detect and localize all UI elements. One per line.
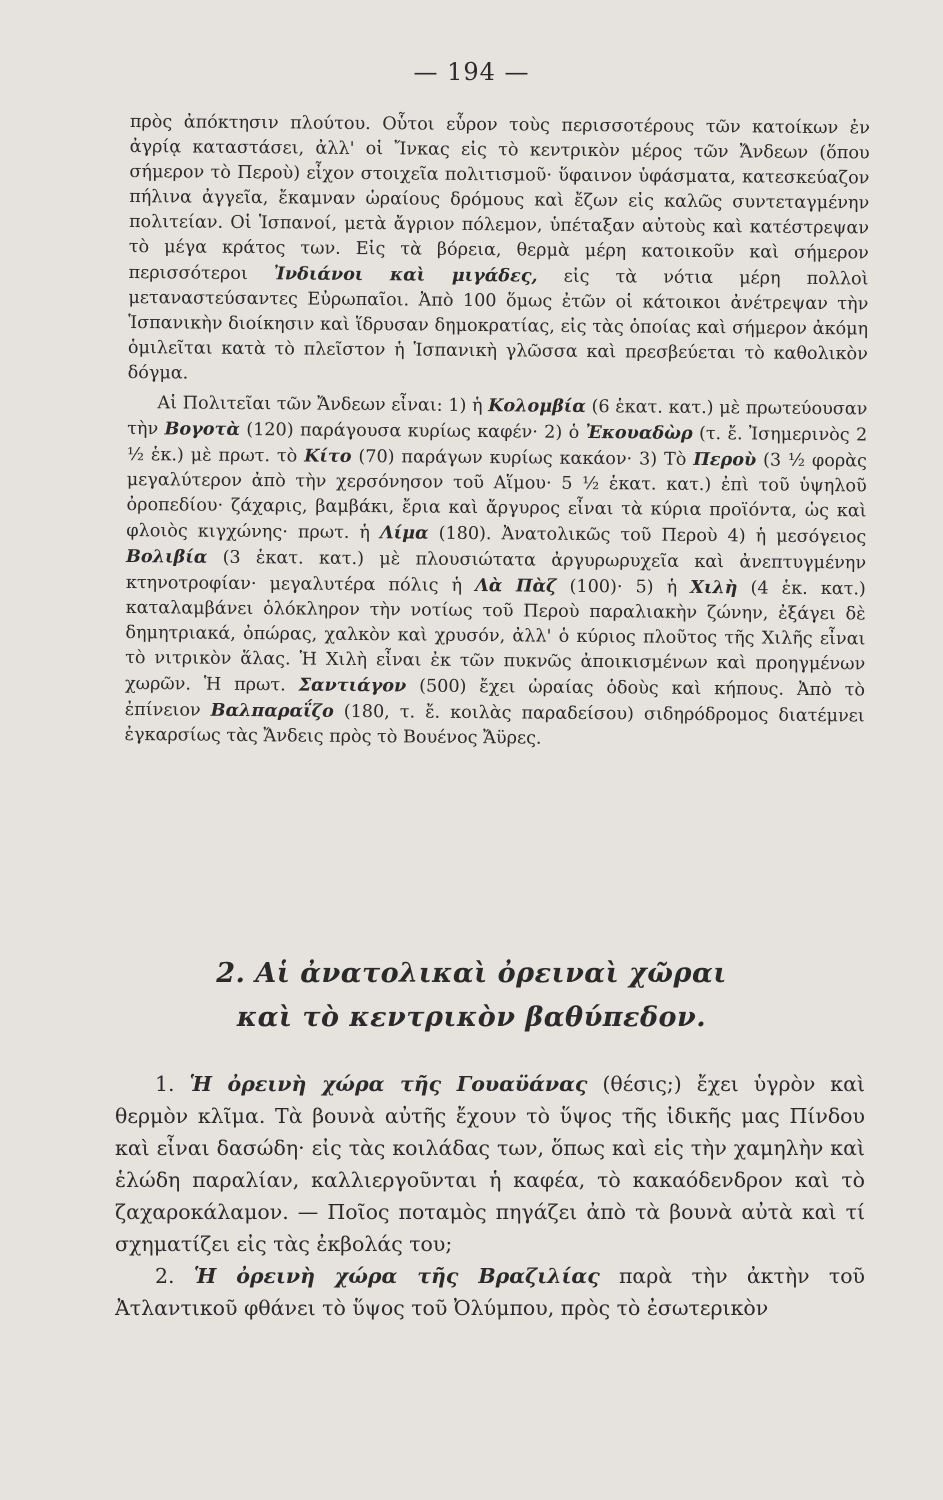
emphasis-term: Λὰ Πὰζ	[475, 575, 557, 597]
text-run: (180). Ἀνατολικῶς τοῦ Περοὺ 4) ἡ μεσόγειος	[428, 523, 867, 548]
emphasis-term: Λίμα	[379, 522, 429, 544]
emphasis-term: Περοὺ	[693, 448, 757, 471]
text-run: (180, τ. ἔ. κοιλὰς παραδείσου) σιδηρόδρομος διατέμνει ἐγκαρσίως τὰς Ἄνδεις πρὸς τὸ Βουένος Ἄϋρες.	[124, 701, 865, 749]
emphasis-term: Ἡ ὀρεινὴ χώρα τῆς Γουαϋάνας	[189, 1072, 588, 1096]
text-run: (6 ἑκατ. κατ.) μὲ πρωτεύουσαν τὴν	[127, 396, 868, 440]
paragraph-incas-history	[128, 110, 870, 392]
section-andes-text	[124, 110, 870, 754]
item-brazil	[115, 1260, 865, 1324]
heading-line-1: 2. Αἱ ἀνατολικαὶ ὀρειναὶ χῶραι	[216, 958, 727, 989]
text-run: (3 ½ φορὰς μεγαλύτερον ἀπὸ τὴν χερσόνησον τοῦ Αἵμου· 5 ½ ἑκατ. κατ.) ἐπὶ τοῦ ὑψηλοῦ ὀροπεδίου· ζάχαρις, βαμβάκι, ἔρια καὶ ἄργυρος εἶναι τὰ κύρια προϊόντα, ὡς καὶ φλοιὸς κιγχώνης· πρωτ. ἡ	[126, 450, 868, 544]
emphasis-term: Βογοτὰ	[164, 418, 241, 440]
emphasis-term: Σαντιάγον	[298, 674, 407, 697]
text-run: (θέσις;) ἔχει ὑγρὸν καὶ θερμὸν κλῖμα. Τὰ βουνὰ αὐτῆς ἔχουν τὸ ὕψος τῆς ἰδικῆς μας Πίνδου καὶ εἶναι δασώδη· εἰς τὰς κοιλάδας των, ὅπως καὶ εἰς τὴν χαμηλὴν καὶ ἑλώδη παραλίαν, καλλιεργοῦνται ἡ καφέα, τὸ κακαόδενδρον καὶ τὸ ζαχαροκάλαμον. — Ποῖος ποταμὸς πηγάζει ἀπὸ τὰ βουνὰ αὐτὰ καὶ τί σχηματίζει εἰς τὰς ἐκβολάς του;	[115, 1072, 865, 1256]
heading-line-2: καὶ τὸ κεντρικὸν βαθύπεδον.	[236, 1002, 707, 1033]
text-run: (4 ἑκ. κατ.) καταλαμβάνει ὁλόκληρον τὴν νοτίως τοῦ Περοὺ παραλιακὴν ζώνην, ἐξάγει δὲ δημητριακά, ὀπώρας, χαλκὸν καὶ χρυσόν, ἀλλ' ὁ κύριος πλοῦτος τῆς Χιλῆς εἶναι τὸ νιτρικὸν ἅλας. Ἡ Χιλὴ εἶναι ἐκ τῶν πυκνῶς ἀποικισμένων καὶ προηγμένων χωρῶν. Ἡ πρωτ.	[124, 578, 866, 696]
section-eastern-text	[115, 1068, 865, 1324]
item-number: 2.	[155, 1264, 194, 1288]
page-number: — 194 —	[413, 58, 530, 86]
text-run: (500) ἔχει ὡραίας ὁδοὺς καὶ κήπους. Ἀπὸ τὸ ἐπίνειον	[124, 676, 866, 721]
text-run: (τ. ἔ. Ἰσημερινὸς 2 ½ ἑκ.) μὲ πρωτ. τὸ	[126, 423, 868, 467]
emphasis-term: Ἰνδιάνοι καὶ μιγάδες,	[273, 263, 538, 287]
item-guiana	[115, 1068, 865, 1260]
text-run: (100)· 5) ἡ	[556, 576, 691, 598]
emphasis-term: Ἐκουαδὼρ	[585, 421, 693, 444]
emphasis-term: Βαλπαραΐζο	[210, 699, 334, 722]
text-run: παρὰ τὴν ἀκτὴν τοῦ Ἀτλαντικοῦ φθάνει τὸ ὕψος τοῦ Ὀλύμπου, πρὸς τὸ ἐσωτερικὸν	[115, 1264, 865, 1320]
emphasis-term: Κίτο	[304, 445, 352, 467]
section-heading	[0, 952, 943, 1040]
emphasis-term: Κολομβία	[488, 395, 586, 417]
text-run: Αἱ Πολιτεῖαι τῶν Ἄνδεων εἶναι: 1) ἡ	[157, 393, 489, 417]
text-run: πρὸς ἀπόκτησιν πλούτου. Οὗτοι εὗρον τοὺς περισσοτέρους τῶν κατοίκων ἐν ἀγρίᾳ καταστάσει, ἀλλ' οἱ Ἴνκας εἰς τὸ κεντρικὸν μέρος τῶν Ἄνδεων (ὅπου σήμερον τὸ Περοὺ) εἶχον στοιχεῖα πολιτισμοῦ· ὕφαινον ὑφάσματα, κατεσκεύαζον πήλινα ἀγγεῖα, ἔκαμναν ὡραίους δρόμους καὶ ἔζων εἰς καλῶς συντεταγμένην πολιτείαν. Οἱ Ἱσπανοί, μετὰ ἄγριον πόλεμον, ὑπέταξαν αὐτοὺς καὶ κατέστρεψαν τὸ μέγα κράτος των. Εἰς τὰ βόρεια, θερμὰ μέρη κατοικοῦν καὶ σήμερον περισσότεροι	[128, 111, 870, 285]
text-run: εἰς τὰ νότια μέρη πολλοὶ μεταναστεύσαντες Εὐρωπαῖοι. Ἀπὸ 100 ὅμως ἐτῶν οἱ κάτοικοι ἀνέτρεψαν τὴν Ἱσπανικὴν διοίκησιν καὶ ἵδρυσαν δημοκρατίας, εἰς τὰς ὁποίας καὶ σήμερον ἀκόμη ὁμιλεῖται κατὰ τὸ πλεῖστον ἡ Ἱσπανικὴ γλῶσσα καὶ πρεσβεύεται τὸ καθολικὸν δόγμα.	[127, 266, 869, 384]
text-run: (3 ἑκατ. κατ.) μὲ πλουσιώτατα ἀργυρωρυχεῖα καὶ ἀνεπτυγμένην κτηνοτροφίαν· μεγαλυτέρα πόλις ἡ	[125, 547, 867, 597]
emphasis-term: Ἡ ὀρεινὴ χώρα τῆς Βραζιλίας	[193, 1264, 600, 1288]
text-run: (120) παράγουσα κυρίως καφέν· 2) ὁ	[239, 419, 586, 443]
paragraph-andes-states	[124, 390, 867, 754]
text-run: (70) παράγων κυρίως κακάον· 3) Τὸ	[351, 446, 694, 470]
emphasis-term: Βολιβία	[126, 545, 208, 568]
item-number: 1.	[155, 1072, 190, 1096]
emphasis-term: Χιλὴ	[690, 576, 738, 599]
